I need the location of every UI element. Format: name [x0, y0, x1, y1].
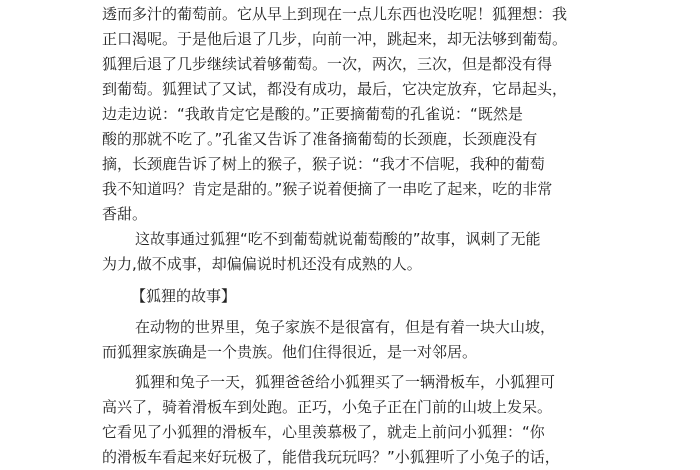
paragraph-2-line-2: 为力,做不成事，却偏偏说时机还没有成熟的人。 — [102, 255, 422, 273]
paragraph-1-line-4: 到葡萄。狐狸试了又试，都没有成功，最后，它决定放弃，它昂起头， — [102, 80, 568, 98]
paragraph-4-line-2: 高兴了，骑着滑板车到处跑。正巧，小兔子正在门前的山坡上发呆。 — [102, 398, 553, 416]
paragraph-3-line-2: 而狐狸家族确是一个贵族。他们住得很近，是一对邻居。 — [102, 343, 478, 361]
paragraph-1-line-6: 酸的那就不吃了。”孔雀又告诉了准备摘葡萄的长颈鹿，长颈鹿没有 — [102, 130, 538, 148]
paragraph-1-line-1: 透而多汁的葡萄前。它从早上到现在一点儿东西也没吃呢！狐狸想：我 — [102, 5, 568, 23]
paragraph-1-line-9: 香甜。 — [102, 205, 148, 223]
paragraph-4-line-1: 狐狸和兔子一天，狐狸爸爸给小狐狸买了一辆滑板车，小狐狸可 — [135, 373, 556, 391]
paragraph-1-line-3: 狐狸后退了几步继续试着够葡萄。一次，两次，三次，但是都没有得 — [102, 55, 553, 73]
paragraph-4-line-3: 它看见了小狐狸的滑板车，心里羡慕极了，就走上前问小狐狸：“你 — [102, 423, 545, 441]
paragraph-1-line-8: 我不知道吗？肯定是甜的。”猴子说着便摘了一串吃了起来，吃的非常 — [102, 180, 553, 198]
paragraph-1-line-2: 正口渴呢。于是他后退了几步，向前一冲，跳起来，却无法够到葡萄。 — [102, 30, 568, 48]
paragraph-1-line-7: 摘，长颈鹿告诉了树上的猴子，猴子说：“我才不信呢，我种的葡萄 — [102, 155, 545, 173]
paragraph-1-line-5: 边走边说：“我敢肯定它是酸的。”正要摘葡萄的孔雀说：“既然是 — [102, 105, 523, 123]
paragraph-4-line-4: 的滑板车看起来好玩极了，能借我玩玩吗？”小狐狸听了小兔子的话， — [102, 448, 560, 466]
section-heading: 【狐狸的故事】 — [131, 287, 237, 305]
paragraph-3-line-1: 在动物的世界里，兔子家族不是很富有，但是有着一块大山坡， — [135, 318, 556, 336]
paragraph-2-line-1: 这故事通过狐狸“吃不到葡萄就说葡萄酸的”故事，讽刺了无能 — [135, 230, 541, 248]
